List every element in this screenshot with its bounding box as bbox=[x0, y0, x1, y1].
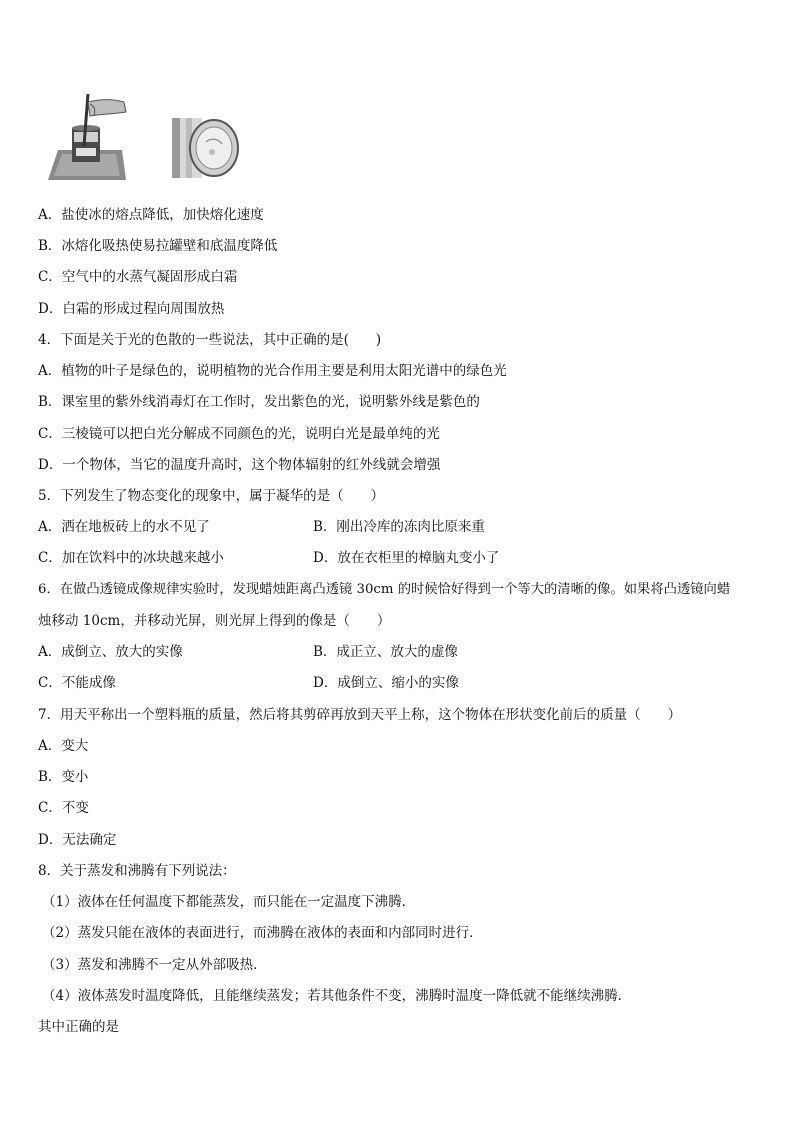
q8-statement-4: （4）液体蒸发时温度降低，且能继续蒸发；若其他条件不变，沸腾时温度一降低就不能继续沸腾． bbox=[42, 988, 632, 1004]
q7-option-d: D．无法确定 bbox=[38, 832, 117, 848]
q7-option-a: A．变大 bbox=[38, 738, 89, 754]
q3-option-b: B．冰熔化吸热使易拉罐壁和底温度降低 bbox=[38, 238, 278, 254]
q5-option-a: A．洒在地板砖上的水不见了 bbox=[38, 519, 210, 535]
q8-statement-2: （2）蒸发只能在液体的表面进行，而沸腾在液体的表面和内部同时进行． bbox=[42, 925, 483, 941]
q8-tail: 其中正确的是 bbox=[38, 1019, 119, 1035]
figure-area bbox=[44, 88, 244, 188]
q8-statement-1: （1）液体在任何温度下都能蒸发，而只能在一定温度下沸腾． bbox=[42, 894, 416, 910]
q3-option-c: C．空气中的水蒸气凝固形成白霜 bbox=[38, 269, 238, 285]
q5-option-d: D．放在衣柜里的樟脑丸变小了 bbox=[313, 550, 500, 566]
q8-stem: 8．关于蒸发和沸腾有下列说法： bbox=[38, 863, 236, 879]
q6-option-b: B．成正立、放大的虚像 bbox=[313, 644, 458, 660]
can-stirring-photo bbox=[44, 88, 128, 186]
frost-can-photo bbox=[172, 116, 240, 182]
q5-option-b: B．刚出冷库的冻肉比原来重 bbox=[313, 519, 485, 535]
q4-stem: 4．下面是关于光的色散的一些说法，其中正确的是( ) bbox=[38, 332, 382, 348]
q8-statement-3: （3）蒸发和沸腾不一定从外部吸热． bbox=[42, 957, 267, 973]
q4-option-b: B．课室里的紫外线消毒灯在工作时，发出紫色的光，说明紫外线是紫色的 bbox=[38, 394, 480, 410]
q6-option-d: D．成倒立、缩小的实像 bbox=[313, 675, 459, 691]
q7-option-b: B．变小 bbox=[38, 769, 89, 785]
q6-option-c: C．不能成像 bbox=[38, 675, 116, 691]
q6-option-a: A．成倒立、放大的实像 bbox=[38, 644, 183, 660]
q5-stem: 5．下列发生了物态变化的现象中，属于凝华的是（ ） bbox=[38, 488, 385, 504]
q4-option-a: A．植物的叶子是绿色的，说明植物的光合作用主要是利用太阳光谱中的绿色光 bbox=[38, 363, 507, 379]
q5-option-c: C．加在饮料中的冰块越来越小 bbox=[38, 550, 224, 566]
q7-option-c: C．不变 bbox=[38, 800, 89, 816]
q6-stem-line2: 烛移动 10cm，并移动光屏，则光屏上得到的像是（ ） bbox=[38, 613, 391, 629]
q6-stem-line1: 6．在做凸透镜成像规律实验时，发现蜡烛距离凸透镜 30cm 的时候恰好得到一个等大的清晰的像。如果将凸透镜向蜡 bbox=[38, 582, 731, 597]
q3-option-a: A．盐使冰的熔点降低，加快熔化速度 bbox=[38, 207, 264, 223]
q7-stem: 7．用天平称出一个塑料瓶的质量，然后将其剪碎再放到天平上称，这个物体在形状变化前后的质量（ ） bbox=[38, 707, 682, 723]
q3-option-d: D．白霜的形成过程向周围放热 bbox=[38, 301, 225, 317]
q4-option-c: C．三棱镜可以把白光分解成不同颜色的光，说明白光是最单纯的光 bbox=[38, 426, 440, 442]
q4-option-d: D．一个物体，当它的温度升高时，这个物体辐射的红外线就会增强 bbox=[38, 457, 441, 473]
